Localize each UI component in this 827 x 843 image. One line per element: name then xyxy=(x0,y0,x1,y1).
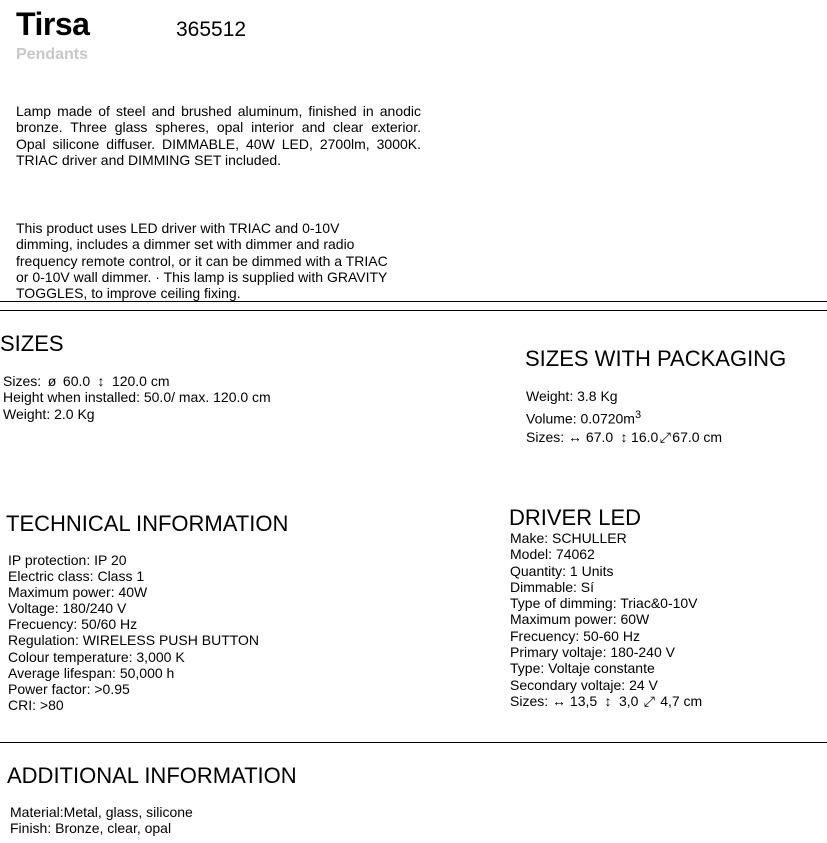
technical-item: Frecuency: 50/60 Hz xyxy=(8,616,138,633)
sizes-installed: Height when installed: 50.0/ max. 120.0 cm xyxy=(3,389,271,406)
technical-item: Voltage: 180/240 V xyxy=(8,600,127,617)
width-arrow-icon: ↔ xyxy=(568,428,583,445)
height-arrow-icon: ↕ xyxy=(620,428,628,445)
height-arrow-icon: ↕ xyxy=(604,692,612,709)
driver-item: Maximum power: 60W xyxy=(510,611,650,628)
technical-heading: TECHNICAL INFORMATION xyxy=(6,511,289,536)
driver-item: Make: SCHULLER xyxy=(510,530,627,546)
packaging-volume xyxy=(526,406,722,428)
technical-item: Average lifespan: 50,000 h xyxy=(8,664,175,681)
packaging-weight: Weight: 3.8 Kg xyxy=(526,388,618,404)
technical-item: Regulation: WIRELESS PUSH BUTTON xyxy=(8,632,260,649)
driver-list xyxy=(510,530,702,709)
packaging-sizes-label: Sizes: xyxy=(526,428,565,445)
width-arrow-icon: ↔ xyxy=(552,692,567,709)
product-category: Pendants xyxy=(16,46,89,63)
driver-height: 3,0 xyxy=(618,692,639,709)
sizes-label: Sizes: xyxy=(3,373,42,389)
sizes-diameter: 60.0 xyxy=(62,373,91,389)
divider-bottom xyxy=(0,742,827,743)
driver-item: Type of dimming: Triac&0-10V xyxy=(510,595,698,612)
driver-note: This product uses LED driver with TRIAC and 0-10V dimming, includes a dimmer set with dimmer and radio frequency remote control, or it can be dimmed with a TRIAC or 0-10V wall dimmer. · This lamp is supplied with GRAVITY TOGGLES, to improve ceiling fixing. xyxy=(16,220,388,302)
depth-arrow-icon: ⤢ xyxy=(659,428,671,445)
driver-sizes-label: Sizes: xyxy=(510,692,549,709)
packaging-volume-sup: 3 xyxy=(634,408,642,421)
driver-depth: 4,7 cm xyxy=(660,692,703,709)
product-code: 365512 xyxy=(176,18,247,41)
sizes-height: 120.0 cm xyxy=(111,373,170,389)
sizes-heading: SIZES xyxy=(0,331,64,356)
packaging-dimensions xyxy=(526,428,722,447)
sizes-weight: Weight: 2.0 Kg xyxy=(3,405,95,422)
driver-item: Primary voltaje: 180-240 V xyxy=(510,644,675,661)
sizes-dimensions xyxy=(3,373,271,389)
packaging-depth: 67.0 cm xyxy=(672,428,723,445)
packaging-block xyxy=(526,387,722,446)
driver-item: Type: Voltaje constante xyxy=(510,660,655,677)
additional-heading: ADDITIONAL INFORMATION xyxy=(7,763,297,788)
product-description: Lamp made of steel and brushed aluminum, finished in anodic bronze. Three glass spheres, opal interior and clear exterior. Opal silicone diffuser. DIMMABLE, 40W LED, 2700lm, 3000K. TRIAC driver and DIMMING SET included. xyxy=(16,103,421,168)
technical-item: CRI: >80 xyxy=(8,696,64,713)
technical-item: Power factor: >0.95 xyxy=(8,680,130,697)
sizes-block xyxy=(3,373,271,422)
depth-arrow-icon: ⤢ xyxy=(643,692,655,709)
packaging-height: 16.0 xyxy=(631,428,659,445)
driver-item: Model: 74062 xyxy=(510,546,595,563)
additional-item: Finish: Bronze, clear, opal xyxy=(10,820,172,837)
additional-list xyxy=(10,804,193,837)
additional-item: Material:Metal, glass, silicone xyxy=(10,804,193,820)
divider-top-2 xyxy=(0,310,827,311)
technical-item: IP protection: IP 20 xyxy=(8,552,127,568)
height-arrow-icon: ↕ xyxy=(97,373,105,389)
driver-item: Quantity: 1 Units xyxy=(510,562,614,579)
diameter-icon: ø xyxy=(47,373,57,389)
technical-item: Electric class: Class 1 xyxy=(8,568,145,585)
technical-list xyxy=(8,552,259,713)
driver-item: Secondary voltaje: 24 V xyxy=(510,676,658,693)
driver-item: Frecuency: 50-60 Hz xyxy=(510,627,640,644)
driver-item: Dimmable: Sí xyxy=(510,578,595,595)
driver-width: 13,5 xyxy=(569,692,598,709)
driver-dimensions xyxy=(510,693,702,709)
packaging-heading: SIZES WITH PACKAGING xyxy=(525,346,787,371)
technical-item: Maximum power: 40W xyxy=(8,584,148,601)
divider-top-1 xyxy=(0,301,827,302)
packaging-volume-label: Volume: 0.0720m xyxy=(526,410,635,427)
product-name: Tirsa xyxy=(16,6,90,42)
driver-heading: DRIVER LED xyxy=(509,505,642,530)
packaging-width: 67.0 xyxy=(585,428,614,445)
technical-item: Colour temperature: 3,000 K xyxy=(8,648,185,665)
